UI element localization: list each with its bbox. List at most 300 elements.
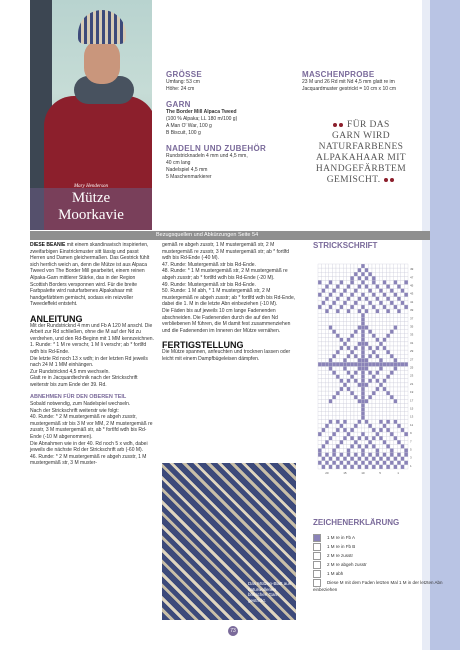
chart-cell	[390, 313, 394, 317]
chart-cell	[390, 285, 394, 289]
chart-cell	[350, 457, 354, 461]
chart-cell	[329, 367, 333, 371]
chart-cell	[376, 371, 380, 375]
chart-cell	[347, 387, 351, 391]
chart-cell	[343, 313, 347, 317]
chart-cell	[332, 285, 336, 289]
chart-cell	[343, 350, 347, 354]
chart-cell	[372, 465, 376, 469]
chart-cell	[368, 457, 372, 461]
chart-cell	[368, 358, 372, 362]
chart-cell	[361, 362, 365, 366]
chart-cell	[340, 309, 344, 313]
chart-cell	[401, 375, 405, 379]
chart-cell	[383, 444, 387, 448]
chart-cell	[347, 391, 351, 395]
chart-cell	[390, 330, 394, 334]
chart-cell	[397, 424, 401, 428]
chart-cell	[379, 334, 383, 338]
chart-cell	[368, 354, 372, 358]
chart-cell	[336, 412, 340, 416]
chart-col-label: 15	[343, 471, 347, 475]
chart-cell	[332, 321, 336, 325]
chart-cell	[379, 272, 383, 276]
chart-cell	[394, 432, 398, 436]
legend-swatch	[313, 570, 321, 578]
chart-cell	[325, 379, 329, 383]
chart-cell	[336, 362, 340, 366]
chart-cell	[383, 412, 387, 416]
middle-p: 48. Runde: * 1 M mustergemäß str, 2 M mustergemäß re abgeh zusstr; ab * fortlfd wdh bis Rd-Ende (-20 M).	[162, 268, 288, 281]
chart-cell	[394, 440, 398, 444]
chart-cell	[386, 444, 390, 448]
chart-cell	[322, 436, 326, 440]
middle-p: 49. Runde: Mustergemäß str bis Rd-Ende.	[162, 281, 256, 288]
chart-cell	[350, 383, 354, 387]
abnehmen-p: 40. Runde: * 2 M mustergemäß re abgeh zusstr, mustergemäß str bis 3 M vor MM, 2 M mustergemäß re zusstr, 3 M mustergemäß str, ab * fortlfd wdh bis Rd-Ende (-10 M abgenommen).	[30, 414, 153, 441]
chart-heading: STRICKSCHRIFT	[313, 241, 378, 250]
chart-cell	[404, 276, 408, 280]
chart-cell	[325, 461, 329, 465]
chart-cell	[383, 424, 387, 428]
chart-cell	[361, 371, 365, 375]
chart-cell	[347, 301, 351, 305]
chart-cell	[343, 428, 347, 432]
chart-cell	[336, 387, 340, 391]
chart-cell	[401, 428, 405, 432]
chart-cell	[401, 313, 405, 317]
chart-cell	[376, 399, 380, 403]
chart-cell	[318, 375, 322, 379]
chart-cell	[397, 461, 401, 465]
chart-cell	[394, 387, 398, 391]
chart-cell	[376, 408, 380, 412]
chart-cell	[354, 362, 358, 366]
chart-cell	[318, 354, 322, 358]
chart-cell	[336, 395, 340, 399]
chart-cell	[358, 334, 362, 338]
chart-cell	[365, 350, 369, 354]
chart-cell	[322, 317, 326, 321]
chart-cell	[404, 408, 408, 412]
chart-cell	[354, 350, 358, 354]
chart-cell	[340, 391, 344, 395]
chart-cell	[365, 383, 369, 387]
quote-line: HANDGEFÄRBTEM	[315, 164, 407, 174]
chart-cell	[329, 276, 333, 280]
chart-cell	[401, 297, 405, 301]
chart-cell	[343, 362, 347, 366]
chart-cell	[394, 416, 398, 420]
chart-cell	[347, 379, 351, 383]
chart-cell	[383, 395, 387, 399]
chart-cell	[368, 412, 372, 416]
chart-cell	[361, 440, 365, 444]
chart-cell	[368, 432, 372, 436]
abnehmen-heading: ABNEHMEN FÜR DEN OBEREN TEIL	[30, 394, 127, 401]
chart-col-label: 1	[397, 471, 399, 475]
chart-cell	[343, 436, 347, 440]
chart-cell	[329, 395, 333, 399]
chart-cell	[390, 342, 394, 346]
chart-cell	[354, 313, 358, 317]
chart-cell	[376, 293, 380, 297]
chart-cell	[368, 297, 372, 301]
chart-cell	[390, 289, 394, 293]
chart-row-label: 23	[410, 373, 414, 378]
chart-cell	[368, 436, 372, 440]
chart-cell	[383, 453, 387, 457]
chart-cell	[372, 317, 376, 321]
chart-cell	[350, 313, 354, 317]
chart-cell	[347, 289, 351, 293]
chart-cell	[401, 293, 405, 297]
chart-cell	[386, 297, 390, 301]
chart-cell	[354, 334, 358, 338]
chart-cell	[372, 371, 376, 375]
chart-cell	[329, 457, 333, 461]
chart-cell	[383, 379, 387, 383]
chart-cell	[358, 280, 362, 284]
chart-cell	[329, 358, 333, 362]
chart-cell	[386, 285, 390, 289]
chart-cell	[404, 330, 408, 334]
chart-cell	[350, 305, 354, 309]
chart-cell	[325, 346, 329, 350]
chart-cell	[365, 453, 369, 457]
chart-cell	[404, 334, 408, 338]
chart-cell	[365, 362, 369, 366]
chart-cell	[340, 301, 344, 305]
chart-cell	[332, 342, 336, 346]
chart-cell	[379, 432, 383, 436]
chart-cell	[401, 457, 405, 461]
chart-cell	[340, 334, 344, 338]
chart-cell	[397, 334, 401, 338]
chart-cell	[343, 354, 347, 358]
chart-cell	[343, 403, 347, 407]
chart-cell	[404, 301, 408, 305]
chart-cell	[386, 350, 390, 354]
chart-cell	[361, 289, 365, 293]
chart-cell	[397, 272, 401, 276]
chart-cell	[329, 362, 333, 366]
chart-cell	[401, 379, 405, 383]
chart-cell	[376, 412, 380, 416]
chart-cell	[340, 305, 344, 309]
chart-cell	[379, 391, 383, 395]
chart-cell	[350, 461, 354, 465]
chart-cell	[386, 379, 390, 383]
chart-cell	[379, 264, 383, 268]
chart-cell	[365, 338, 369, 342]
chart-cell	[336, 428, 340, 432]
chart-cell	[358, 338, 362, 342]
chart-cell	[390, 264, 394, 268]
chart-cell	[376, 416, 380, 420]
chart-cell	[336, 367, 340, 371]
chart-cell	[394, 453, 398, 457]
chart-cell	[336, 457, 340, 461]
chart-cell	[372, 330, 376, 334]
chart-cell	[332, 412, 336, 416]
chart-cell	[379, 326, 383, 330]
chart-cell	[358, 395, 362, 399]
legend-swatch	[313, 534, 321, 542]
chart-cell	[404, 432, 408, 436]
chart-cell	[322, 383, 326, 387]
chart-cell	[397, 350, 401, 354]
chart-cell	[347, 383, 351, 387]
chart-cell	[336, 416, 340, 420]
chart-cell	[354, 301, 358, 305]
chart-cell	[379, 449, 383, 453]
chart-cell	[372, 391, 376, 395]
chart-cell	[368, 326, 372, 330]
chart-cell	[336, 272, 340, 276]
chart-cell	[394, 289, 398, 293]
chart-cell	[350, 285, 354, 289]
chart-row-label: 31	[410, 340, 414, 345]
chart-cell	[361, 334, 365, 338]
chart-cell	[361, 461, 365, 465]
chart-cell	[386, 309, 390, 313]
chart-cell	[372, 420, 376, 424]
chart-cell	[322, 362, 326, 366]
chart-cell	[365, 280, 369, 284]
chart-cell	[350, 264, 354, 268]
chart-cell	[332, 330, 336, 334]
middle-p: gemäß re abgeh zusstr, 1 M mustergemäß str, 2 M mustergemäß re zusstr, 3 M mustergemäß str; ab * fortlfd wdh bis Rd-Ende (-40 M).	[162, 242, 289, 262]
chart-cell	[361, 399, 365, 403]
chart-cell	[332, 453, 336, 457]
chart-cell	[372, 338, 376, 342]
chart-cell	[361, 444, 365, 448]
chart-cell	[322, 416, 326, 420]
chart-cell	[329, 453, 333, 457]
chart-cell	[372, 268, 376, 272]
chart-cell	[332, 387, 336, 391]
chart-cell	[379, 317, 383, 321]
chart-cell	[368, 453, 372, 457]
chart-cell	[332, 465, 336, 469]
chart-cell	[401, 465, 405, 469]
chart-cell	[343, 297, 347, 301]
chart-cell	[358, 305, 362, 309]
chart-cell	[397, 383, 401, 387]
chart-cell	[390, 309, 394, 313]
chart-cell	[358, 461, 362, 465]
chart-cell	[329, 317, 333, 321]
chart-cell	[368, 367, 372, 371]
chart-cell	[397, 317, 401, 321]
chart-cell	[390, 317, 394, 321]
chart-cell	[332, 309, 336, 313]
chart-cell	[368, 334, 372, 338]
chart-cell	[350, 444, 354, 448]
sources-note: Bezugsquellen und Abkürzungen Seite 54	[156, 232, 259, 238]
chart-cell	[318, 428, 322, 432]
chart-cell	[386, 403, 390, 407]
chart-cell	[379, 289, 383, 293]
chart-cell	[325, 313, 329, 317]
chart-cell	[322, 387, 326, 391]
chart-cell	[347, 272, 351, 276]
chart-cell	[397, 395, 401, 399]
chart-cell	[365, 412, 369, 416]
chart-cell	[358, 449, 362, 453]
chart-cell	[361, 321, 365, 325]
chart-cell	[347, 264, 351, 268]
chart-cell	[336, 465, 340, 469]
chart-cell	[383, 362, 387, 366]
chart-cell	[340, 354, 344, 358]
chart-cell	[347, 436, 351, 440]
chart-cell	[336, 305, 340, 309]
chart-cell	[354, 420, 358, 424]
nadeln-line: 40 cm lang	[166, 160, 191, 166]
chart-cell	[401, 371, 405, 375]
chart-cell	[325, 416, 329, 420]
chart-cell	[325, 305, 329, 309]
chart-cell	[336, 449, 340, 453]
chart-cell	[386, 461, 390, 465]
chart-cell	[386, 383, 390, 387]
chart-cell	[347, 358, 351, 362]
chart-cell	[354, 453, 358, 457]
chart-cell	[365, 428, 369, 432]
chart-cell	[383, 321, 387, 325]
chart-row-label: 9	[410, 431, 412, 436]
chart-cell	[329, 346, 333, 350]
chart-cell	[372, 285, 376, 289]
chart-cell	[361, 420, 365, 424]
chart-cell	[397, 280, 401, 284]
chart-cell	[318, 289, 322, 293]
chart-cell	[365, 293, 369, 297]
chart-cell	[394, 317, 398, 321]
chart-cell	[350, 317, 354, 321]
chart-cell	[336, 354, 340, 358]
chart-cell	[325, 264, 329, 268]
chart-cell	[340, 268, 344, 272]
chart-cell	[390, 346, 394, 350]
chart-cell	[372, 297, 376, 301]
chart-cell	[368, 408, 372, 412]
chart-cell	[386, 420, 390, 424]
chart-cell	[329, 391, 333, 395]
chart-cell	[386, 293, 390, 297]
chart-cell	[397, 399, 401, 403]
chart-cell	[394, 461, 398, 465]
chart-cell	[372, 379, 376, 383]
chart-cell	[332, 395, 336, 399]
chart-cell	[372, 309, 376, 313]
chart-cell	[343, 317, 347, 321]
chart-cell	[401, 453, 405, 457]
chart-cell	[347, 412, 351, 416]
legend-item	[313, 561, 367, 569]
chart-cell	[347, 395, 351, 399]
chart-cell	[368, 301, 372, 305]
chart-cell	[365, 387, 369, 391]
chart-cell	[372, 321, 376, 325]
chart-row-label: 19	[410, 390, 414, 395]
chart-cell	[397, 416, 401, 420]
chart-cell	[386, 408, 390, 412]
chart-cell	[365, 272, 369, 276]
chart-cell	[386, 362, 390, 366]
chart-cell	[347, 297, 351, 301]
chart-cell	[340, 399, 344, 403]
chart-cell	[340, 457, 344, 461]
chart-cell	[390, 334, 394, 338]
chart-cell	[376, 276, 380, 280]
chart-cell	[329, 449, 333, 453]
chart-cell	[383, 309, 387, 313]
chart-cell	[404, 264, 408, 268]
chart-cell	[332, 272, 336, 276]
chart-cell	[318, 305, 322, 309]
chart-cell	[354, 276, 358, 280]
chart-cell	[361, 395, 365, 399]
chart-cell	[376, 444, 380, 448]
chart-cell	[336, 379, 340, 383]
chart-cell	[358, 379, 362, 383]
chart-cell	[354, 432, 358, 436]
chart-cell	[404, 461, 408, 465]
chart-cell	[350, 399, 354, 403]
chart-cell	[368, 309, 372, 313]
chart-cell	[347, 317, 351, 321]
chart-cell	[354, 338, 358, 342]
chart-cell	[340, 293, 344, 297]
chart-cell	[368, 395, 372, 399]
chart-cell	[376, 305, 380, 309]
chart-cell	[394, 264, 398, 268]
chart-cell	[401, 420, 405, 424]
chart-cell	[343, 383, 347, 387]
chart-cell	[318, 276, 322, 280]
chart-cell	[390, 399, 394, 403]
chart-cell	[322, 424, 326, 428]
chart-cell	[318, 436, 322, 440]
chart-cell	[358, 362, 362, 366]
chart-cell	[347, 440, 351, 444]
chart-row-label: 3	[410, 455, 412, 460]
chart-cell	[379, 412, 383, 416]
chart-cell	[350, 403, 354, 407]
chart-cell	[322, 461, 326, 465]
chart-cell	[318, 444, 322, 448]
chart-cell	[390, 465, 394, 469]
chart-cell	[394, 375, 398, 379]
chart-cell	[325, 268, 329, 272]
chart-cell	[322, 358, 326, 362]
chart-cell	[325, 358, 329, 362]
chart-cell	[361, 280, 365, 284]
chart-cell	[322, 309, 326, 313]
chart-cell	[401, 399, 405, 403]
chart-cell	[361, 449, 365, 453]
chart-cell	[397, 313, 401, 317]
chart-cell	[365, 354, 369, 358]
chart-cell	[404, 420, 408, 424]
chart-cell	[336, 375, 340, 379]
chart-cell	[322, 408, 326, 412]
chart-cell	[361, 285, 365, 289]
chart-cell	[322, 453, 326, 457]
